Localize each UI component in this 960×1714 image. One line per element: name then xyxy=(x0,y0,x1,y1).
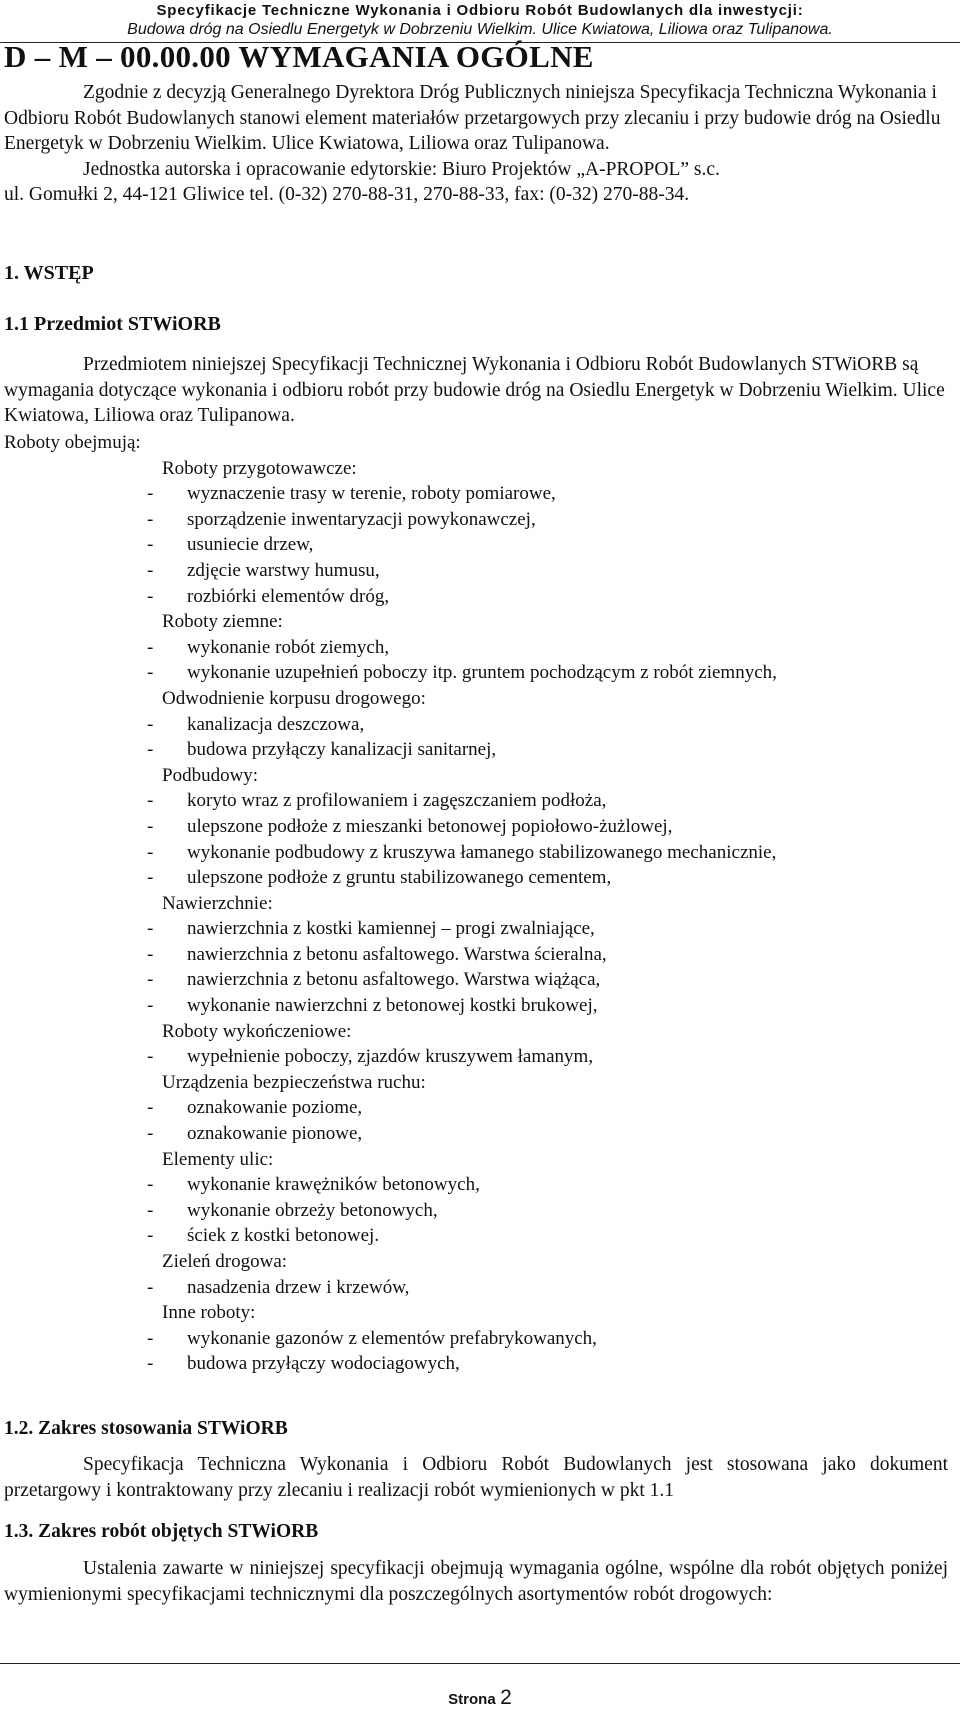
dash-bullet: - xyxy=(147,483,154,505)
dash-bullet: - xyxy=(147,943,154,965)
work-item xyxy=(4,1095,948,1121)
work-item xyxy=(4,993,948,1019)
work-item xyxy=(4,814,948,840)
work-group-title: Roboty wykończeniowe: xyxy=(162,1020,352,1042)
work-item xyxy=(4,1198,948,1224)
work-item-text: nawierzchnia z kostki kamiennej – progi zwalniające, xyxy=(187,918,595,940)
work-group-title: Roboty ziemne: xyxy=(162,611,283,633)
work-item-text: usuniecie drzew, xyxy=(187,534,314,556)
work-item-text: oznakowanie pionowe, xyxy=(187,1123,363,1145)
work-item xyxy=(4,1044,948,1070)
intro-paragraph: Zgodnie z decyzją Generalnego Dyrektora Dróg Publicznych niniejsza Specyfikacja Techniczna Wykonania i Odbioru Robót Budowlanych stanowi element materiałów przetargowych przy zlecaniu i przy budowie dróg na Osiedlu Energetyk w Dobrzeniu Wielkim. Ulice Kwiatowa, Liliowa oraz Tulipanowa. xyxy=(4,82,941,154)
dash-bullet: - xyxy=(147,1225,154,1247)
intro-block xyxy=(4,80,948,208)
work-item-text: wyznaczenie trasy w terenie, roboty pomiarowe, xyxy=(187,483,556,505)
dash-bullet: - xyxy=(147,1276,154,1298)
work-item-text: zdjęcie warstwy humusu, xyxy=(187,559,380,581)
section-1-1-body xyxy=(4,352,948,429)
work-item-text: kanalizacja deszczowa, xyxy=(187,713,365,735)
document-title: D – M – 00.00.00 WYMAGANIA OGÓLNE xyxy=(4,39,594,74)
work-item-text: budowa przyłączy kanalizacji sanitarnej, xyxy=(187,739,497,761)
work-group-title: Zieleń drogowa: xyxy=(162,1251,288,1272)
work-item-text: nawierzchnia z betonu asfaltowego. Warstwa wiążąca, xyxy=(187,969,601,991)
work-item-text: wykonanie krawężników betonowych, xyxy=(187,1174,480,1196)
section-1-2-paragraph: Specyfikacja Techniczna Wykonania i Odbioru Robót Budowlanych jest stosowana jako dokument przetargowy i kontraktowany przy zlecaniu i realizacji robót wymienionych w pkt 1.1 xyxy=(4,1454,948,1501)
work-item xyxy=(4,1326,948,1352)
section-1-3-body xyxy=(4,1556,948,1607)
work-item-text: wykonanie gazonów z elementów prefabrykowanych, xyxy=(187,1327,597,1349)
work-item-text: ulepszone podłoże z gruntu stabilizowanego cementem, xyxy=(187,867,612,889)
work-item xyxy=(4,481,948,507)
work-item xyxy=(4,942,948,968)
work-item-text: sporządzenie inwentaryzacji powykonawczej, xyxy=(187,508,536,530)
work-item xyxy=(4,967,948,993)
work-item-text: nasadzenia drzew i krzewów, xyxy=(187,1276,410,1298)
work-item xyxy=(4,1275,948,1301)
work-item-text: wypełnienie poboczy, zjazdów kruszywem łamanym, xyxy=(187,1046,594,1068)
dash-bullet: - xyxy=(147,841,154,863)
work-item-text: wykonanie podbudowy z kruszywa łamanego stabilizowanego mechanicznie, xyxy=(187,841,777,863)
dash-bullet: - xyxy=(147,790,154,812)
section-1-2-heading: 1.2. Zakres stosowania STWiORB xyxy=(4,1418,288,1439)
dash-bullet: - xyxy=(147,1199,154,1221)
work-item-text: wykonanie uzupełnień poboczy itp. gruntem pochodzącym z robót ziemnych, xyxy=(187,662,777,684)
work-item-text: ulepszone podłoże z mieszanki betonowej popiołowo-żużlowej, xyxy=(187,815,673,837)
work-group-title: Roboty przygotowawcze: xyxy=(162,457,357,479)
institution-line-2: ul. Gomułki 2, 44-121 Gliwice tel. (0-32) 270-88-31, 270-88-33, fax: (0-32) 270-88-34. xyxy=(4,184,690,205)
work-item xyxy=(4,737,948,763)
page-footer xyxy=(0,1686,960,1710)
work-item-text: wykonanie obrzeży betonowych, xyxy=(187,1199,438,1221)
work-item xyxy=(4,532,948,558)
work-item-text: oznakowanie poziome, xyxy=(187,1097,363,1119)
works-label: Roboty obejmują: xyxy=(4,432,141,453)
dash-bullet: - xyxy=(147,1174,154,1196)
work-item-text: wykonanie robót ziemych, xyxy=(187,636,390,658)
institution-line-1: Jednostka autorska i opracowanie edytorskie: Biuro Projektów „A-PROPOL” s.c. xyxy=(83,158,720,180)
dash-bullet: - xyxy=(147,815,154,837)
dash-bullet: - xyxy=(147,867,154,889)
works-list xyxy=(4,430,948,1377)
section-1-1-heading xyxy=(4,313,221,336)
work-group-title: Odwodnienie korpusu drogowego: xyxy=(162,687,426,709)
work-item xyxy=(4,1172,948,1198)
section-1-1-paragraph: Przedmiotem niniejszej Specyfikacji Technicznej Wykonania i Odbioru Robót Budowlanych STWiORB są wymagania dotyczące wykonania i odbioru robót przy budowie dróg na Osiedlu Energetyk w Dobrzeniu Wielkim. Ulice Kwiatowa, Liliowa oraz Tulipanowa. xyxy=(4,354,945,426)
section-1-3-heading: 1.3. Zakres robót objętych STWiORB xyxy=(4,1521,319,1542)
work-group-title: Podbudowy: xyxy=(162,764,259,786)
section-1-1-number: 1.1 xyxy=(4,313,29,335)
dash-bullet: - xyxy=(147,1327,154,1349)
work-item xyxy=(4,865,948,891)
dash-bullet: - xyxy=(147,636,154,658)
work-item-text: rozbiórki elementów dróg, xyxy=(187,585,390,607)
work-item-text: ściek z kostki betonowej. xyxy=(187,1225,380,1247)
work-item xyxy=(4,635,948,661)
work-item xyxy=(4,660,948,686)
work-item-text: koryto wraz z profilowaniem i zagęszczaniem podłoża, xyxy=(187,790,607,812)
footer-divider xyxy=(0,1663,960,1664)
dash-bullet: - xyxy=(147,995,154,1017)
dash-bullet: - xyxy=(147,662,154,684)
header-line-2: Budowa dróg na Osiedlu Energetyk w Dobrzeniu Wielkim. Ulice Kwiatowa, Liliowa oraz Tulipanowa. xyxy=(127,21,833,38)
work-item xyxy=(4,1121,948,1147)
section-1-1-title: Przedmiot STWiORB xyxy=(34,313,221,335)
work-item xyxy=(4,916,948,942)
header-line-1: Specyfikacje Techniczne Wykonania i Odbioru Robót Budowlanych dla inwestycji: xyxy=(156,2,804,19)
work-item-text: budowa przyłączy wodociagowych, xyxy=(187,1353,460,1375)
dash-bullet: - xyxy=(147,1046,154,1068)
dash-bullet: - xyxy=(147,1097,154,1119)
work-item xyxy=(4,712,948,738)
page-number: 2 xyxy=(500,1686,512,1709)
dash-bullet: - xyxy=(147,713,154,735)
section-1-2-body xyxy=(4,1452,948,1503)
dash-bullet: - xyxy=(147,969,154,991)
work-group-title: Urządzenia bezpieczeństwa ruchu: xyxy=(162,1071,426,1093)
dash-bullet: - xyxy=(147,1123,154,1145)
dash-bullet: - xyxy=(147,534,154,556)
section-1-heading: 1. WSTĘP xyxy=(4,262,94,284)
dash-bullet: - xyxy=(147,918,154,940)
work-item xyxy=(4,1223,948,1249)
dash-bullet: - xyxy=(147,739,154,761)
work-item xyxy=(4,584,948,610)
dash-bullet: - xyxy=(147,585,154,607)
section-1-3-paragraph: Ustalenia zawarte w niniejszej specyfikacji obejmują wymagania ogólne, wspólne dla robót objętych poniżej wymienionymi specyfikacjami technicznymi dla poszczególnych asortymentów robót drogowych: xyxy=(4,1558,948,1605)
work-item xyxy=(4,507,948,533)
work-group-title: Nawierzchnie: xyxy=(162,892,273,914)
page-label: Strona xyxy=(448,1691,496,1708)
work-item xyxy=(4,840,948,866)
work-group-title: Elementy ulic: xyxy=(162,1148,274,1170)
dash-bullet: - xyxy=(147,508,154,530)
work-item-text: nawierzchnia z betonu asfaltowego. Warstwa ścieralna, xyxy=(187,943,607,965)
running-header xyxy=(0,2,960,43)
work-item xyxy=(4,788,948,814)
work-item xyxy=(4,1351,948,1377)
dash-bullet: - xyxy=(147,1353,154,1375)
dash-bullet: - xyxy=(147,559,154,581)
work-group-title: Inne roboty: xyxy=(162,1302,256,1324)
work-item xyxy=(4,558,948,584)
work-item-text: wykonanie nawierzchni z betonowej kostki brukowej, xyxy=(187,995,598,1017)
